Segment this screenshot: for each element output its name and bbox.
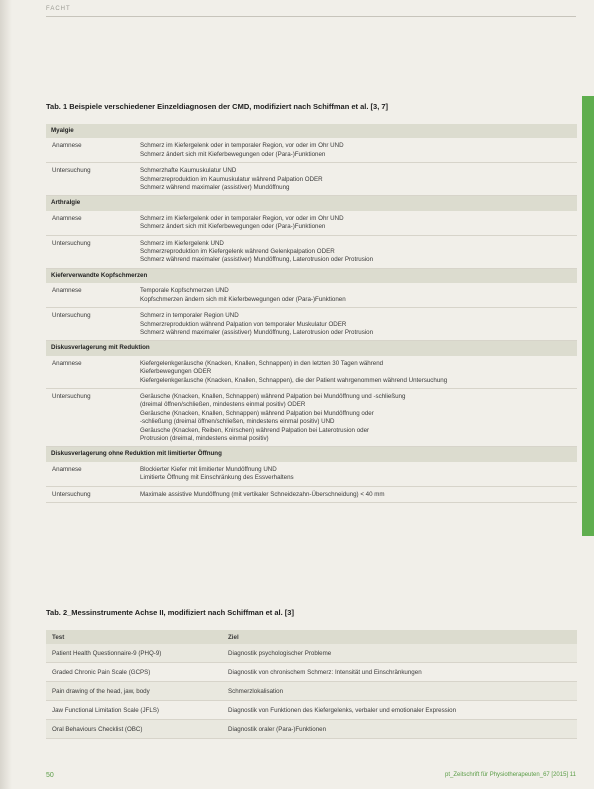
table1-line: Schmerz im Kiefergelenk UND: [140, 239, 224, 247]
table1-section-heading: Diskusverlagerung mit Reduktion: [46, 341, 577, 355]
table1-row-label: Untersuchung: [52, 167, 91, 175]
table2-row: [46, 644, 577, 663]
table2-caption: Tab. 2_Messinstrumente Achse II, modifiziert nach Schiffman et al. [3]: [46, 608, 294, 617]
table1-line: Schmerz im Kiefergelenk oder in temporaler Region, vor oder im Ohr UND: [140, 214, 344, 222]
table2-cell-goal: Diagnostik oraler (Para-)Funktionen: [228, 725, 327, 733]
table1-row: [46, 462, 577, 487]
table1-line: Blockierter Kiefer mit limitierter Mundöffnung UND: [140, 465, 277, 473]
table1-row-label: Untersuchung: [52, 239, 91, 247]
table1-section-heading: Myalgie: [46, 124, 577, 138]
table2-cell-test: Graded Chronic Pain Scale (GCPS): [52, 668, 151, 676]
table1-row: [46, 308, 577, 341]
table2-cell-goal: Diagnostik von Funktionen des Kiefergelenks, verbaler und emotionaler Expression: [228, 706, 457, 714]
table1-row-content: [140, 466, 577, 483]
table1-line: Kiefergelenkgeräusche (Knacken, Knallen, Schnappen) in den letzten 30 Tagen während: [140, 359, 384, 367]
table1-line: Schmerz in temporaler Region UND: [140, 312, 239, 320]
section-color-tab: [582, 96, 594, 536]
table2-row: [46, 701, 577, 720]
table1-line: Schmerzreproduktion während Palpation von temporaler Muskulatur ODER: [140, 320, 347, 328]
table2-cell-goal: Schmerzlokalisation: [228, 687, 284, 695]
table1-line: (dreimal öffnen/schließen, mindestens einmal positiv) ODER: [140, 401, 306, 409]
table1-line: Kieferbewegungen ODER: [140, 368, 212, 376]
table1-row-label: Anamnese: [52, 142, 82, 150]
table1-row: [46, 211, 577, 236]
table1-row: [46, 487, 577, 503]
table1-row-content: [140, 142, 577, 159]
table1-line: Kopfschmerzen ändern sich mit Kieferbewegungen oder (Para-)Funktionen: [140, 295, 346, 303]
table1-line: Geräusche (Knacken, Reiben, Knirschen) während Palpation bei Laterotrusion oder: [140, 426, 370, 434]
table1-line: Schmerz ändert sich mit Kieferbewegungen oder (Para-)Funktionen: [140, 150, 326, 158]
table2-header-test: Test: [52, 633, 65, 641]
table1-section-heading: Arthralgie: [46, 196, 577, 210]
table2-cell-goal: Diagnostik psychologischer Probleme: [228, 649, 332, 657]
table1-line: Schmerzreproduktion im Kiefergelenk während Gelenkpalpation ODER: [140, 248, 335, 256]
table2-cell-test: Oral Behaviours Checklist (OBC): [52, 725, 143, 733]
table2-header-goal: Ziel: [228, 633, 239, 641]
table2-row: [46, 682, 577, 701]
table1-row: [46, 389, 577, 447]
table2-cell-test: Patient Health Questionnaire-9 (PHQ-9): [52, 649, 162, 657]
table1-line: Geräusche (Knacken, Knallen, Schnappen) während Palpation bei Mundöffnung oder: [140, 409, 374, 417]
table1-row: [46, 236, 577, 269]
table1-row-label: Untersuchung: [52, 392, 91, 400]
table1-row-label: Untersuchung: [52, 312, 91, 320]
table1-row-label: Untersuchung: [52, 490, 91, 498]
table2-header-row: [46, 630, 577, 644]
table1-row-label: Anamnese: [52, 214, 82, 222]
page-number: 50: [46, 772, 54, 779]
table1-line: Maximale assistive Mundöffnung (mit vertikaler Schneidezahn-Überschneidung) < 40 mm: [140, 490, 385, 498]
table1-row-content: [140, 312, 577, 337]
table1-row: [46, 356, 577, 389]
table1-row-label: Anamnese: [52, 287, 82, 295]
table1-caption: Tab. 1 Beispiele verschiedener Einzeldiagnosen der CMD, modifiziert nach Schiffman et al. [3, 7]: [46, 102, 389, 111]
table1-row-content: [140, 360, 577, 385]
table1-row: [46, 138, 577, 163]
table1-section-heading: Diskusverlagerung ohne Reduktion mit limitierter Öffnung: [46, 447, 577, 461]
table1-line: Schmerzreproduktion im Kaumuskulatur während Palpation ODER: [140, 175, 323, 183]
table2-body: [46, 644, 577, 739]
table1: [46, 124, 577, 503]
table1-row-content: [140, 240, 577, 265]
table1-line: Kiefergelenkgeräusche (Knacken, Knallen, Schnappen), die der Patient wahrgenommen während Untersuchung: [140, 376, 448, 384]
table1-row-content: [140, 215, 577, 232]
table1-row-content: [140, 491, 577, 499]
table1-line: Schmerz ändert sich mit Kieferbewegungen oder (Para-)Funktionen: [140, 223, 326, 231]
page-gutter-shadow: [0, 0, 12, 789]
table1-row-label: Anamnese: [52, 465, 82, 473]
table1-line: Schmerzhafte Kaumuskulatur UND: [140, 167, 237, 175]
header-rule: [46, 16, 576, 17]
table1-line: Protrusion (dreimal, mindestens einmal positiv): [140, 434, 269, 442]
table1-row-content: [140, 393, 577, 443]
table2-cell-test: Jaw Functional Limitation Scale (JFLS): [52, 706, 159, 714]
table1-line: Schmerz während maximaler (assistiver) Mundöffnung, Laterotrusion oder Protrusion: [140, 256, 374, 264]
table1-section-heading: Kieferverwandte Kopfschmerzen: [46, 269, 577, 283]
table1-line: Limitierte Öffnung mit Einschränkung des Essverhaltens: [140, 474, 294, 482]
table1-row-content: [140, 287, 577, 304]
table1-line: -schließung (dreimal öffnen/schließen, mindestens einmal positiv) UND: [140, 418, 335, 426]
table1-row: [46, 283, 577, 308]
table2: [46, 630, 577, 739]
table2-cell-goal: Diagnostik von chronischem Schmerz: Intensität und Einschränkungen: [228, 668, 422, 676]
table1-line: Schmerz im Kiefergelenk oder in temporaler Region, vor oder im Ohr UND: [140, 142, 344, 150]
table2-cell-test: Pain drawing of the head, jaw, body: [52, 687, 150, 695]
table2-row: [46, 720, 577, 739]
journal-footer: pt_Zeitschrift für Physiotherapeuten_67 [2015] 11: [445, 772, 576, 778]
table1-line: Temporale Kopfschmerzen UND: [140, 287, 229, 295]
table1-row: [46, 163, 577, 196]
table2-row: [46, 663, 577, 682]
running-head: FACHT: [46, 6, 71, 12]
table1-row-label: Anamnese: [52, 359, 82, 367]
table1-row-content: [140, 167, 577, 192]
table1-line: Geräusche (Knacken, Knallen, Schnappen) während Palpation bei Mundöffnung und -schließung: [140, 392, 406, 400]
table1-line: Schmerz während maximaler (assistiver) Mundöffnung: [140, 184, 290, 192]
table1-line: Schmerz während maximaler (assistiver) Mundöffnung, Laterotrusion oder Protrusion: [140, 328, 374, 336]
